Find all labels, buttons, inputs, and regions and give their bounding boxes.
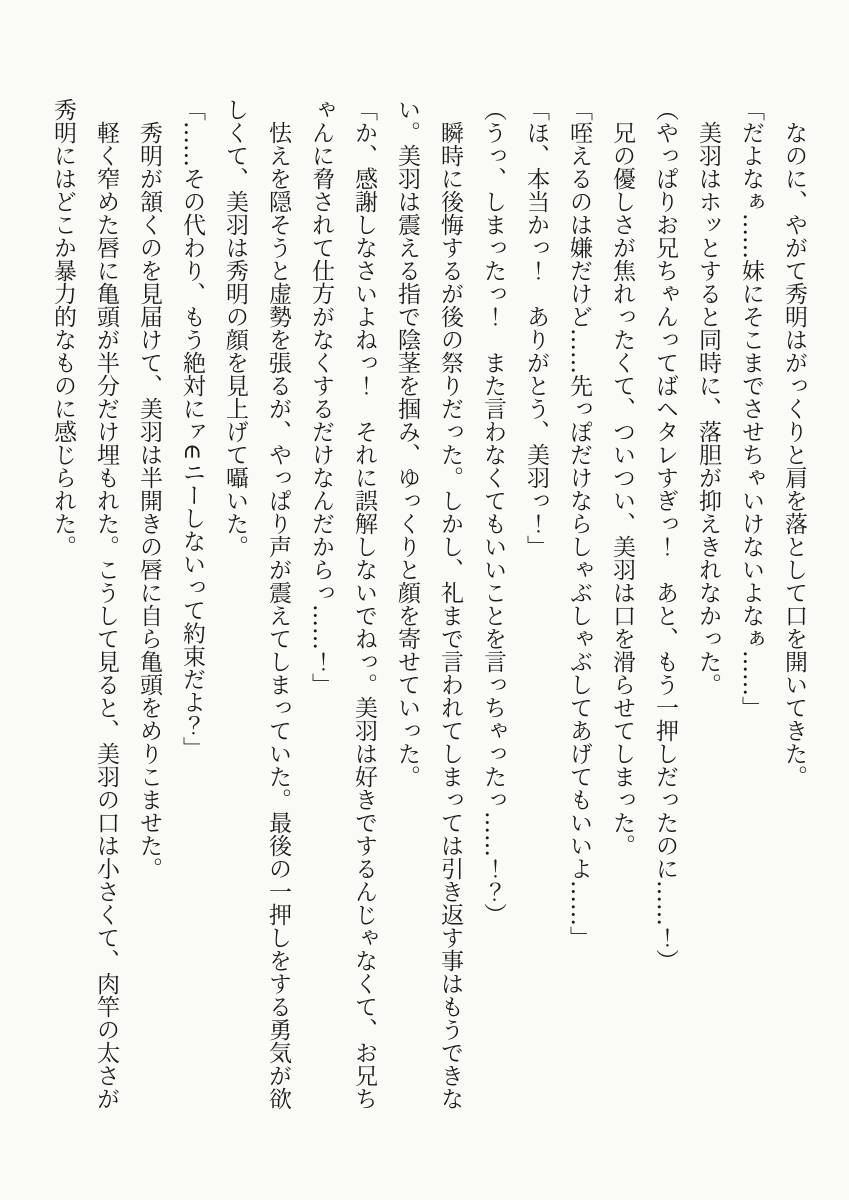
- paragraph: 秀明が頷くのを見届けて、美羽は半開きの唇に自ら亀頭をめりこませた。: [136, 121, 162, 880]
- paragraph: 怯えを隠そうと虚勢を張るが、やっぱり声が震えてしまっていた。最後の一押しをする勇気が欲しくて、美羽は秀明の顔を見上げて囁いた。: [222, 98, 291, 1110]
- paragraph: 「か、感謝しなさいよねっ！ それに誤解しないでねっ。美羽は好きでするんじゃなくて、お兄ちゃんに脅されて仕方がなくするだけなんだからっ……！」: [308, 98, 377, 1110]
- paragraph: 軽く窄めた唇に亀頭が半分だけ埋もれた。こうして見ると、美羽の口は小さくて、肉竿の太さが秀明にはどこか暴力的なものに感じられた。: [50, 98, 119, 1110]
- paragraph: （うっ、しまったっ！ また言わなくてもいいことを言っちゃったっ……！？）: [480, 98, 506, 926]
- novel-text-block: [41, 98, 815, 1118]
- paragraph: 瞬時に後悔するが後の祭りだった。しかし、礼まで言われてしまっては引き返す事はもうできない。美羽は震える指で陰茎を掴み、ゆっくりと顔を寄せていった。: [394, 98, 463, 1110]
- paragraph: 「……その代わり、もう絶対にァ∈ニーしないって約束だよ？」: [179, 98, 205, 760]
- paragraph: 美羽はホッとすると同時に、落胆が抑えきれなかった。: [695, 121, 721, 696]
- paragraph: 兄の優しさが焦れったくて、ついつい、美羽は口を滑らせてしまった。: [609, 121, 635, 857]
- paragraph: 「ほ、本当かっ！ ありがとう、美羽っ！」: [523, 98, 549, 558]
- paragraph: （やっぱりお兄ちゃんってばヘタレすぎっ！ あと、もう一押しだったのに……！）: [652, 98, 678, 972]
- paragraph: 「咥えるのは嫌だけど……先っぽだけならしゃぶしゃぶしてあげてもいいよ……」: [566, 98, 592, 949]
- paragraph: なのに、やがて秀明はがっくりと肩を落として口を開いてきた。: [781, 121, 807, 788]
- paragraph: 「だよなぁ……妹にそこまでさせちゃいけないよなぁ……」: [738, 98, 764, 719]
